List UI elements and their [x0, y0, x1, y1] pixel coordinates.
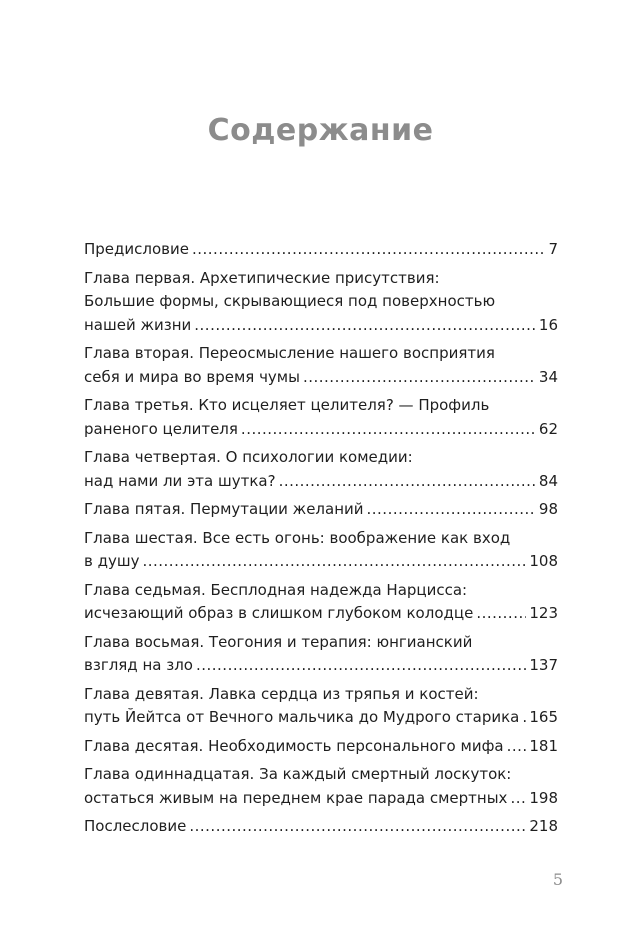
toc-entry-last-line: [84, 418, 558, 442]
toc-entry-title-line: Глава восьмая. Теогония и терапия: юнгианский: [84, 632, 473, 651]
table-of-contents: [84, 238, 558, 844]
toc-entry-title-line: Глава четвертая. О психологии комедии:: [84, 448, 413, 466]
dot-leader: [241, 418, 536, 442]
dot-leader: [192, 238, 545, 262]
toc-entry[interactable]: [84, 498, 558, 522]
toc-entry-last-line: [84, 470, 558, 494]
toc-entry[interactable]: [84, 342, 558, 389]
dot-leader: [476, 602, 526, 626]
toc-entry-title-line: Предисловие: [84, 240, 189, 258]
toc-entry-last-line: [84, 815, 558, 839]
toc-entry-page: 108: [529, 552, 558, 570]
toc-entry[interactable]: [84, 446, 558, 493]
toc-entry-title-line: путь Йейтса от Вечного мальчика до Мудрого старика: [84, 708, 520, 726]
toc-entry-last-line: [84, 787, 558, 811]
toc-entry-last-line: [84, 366, 558, 390]
toc-entry[interactable]: [84, 394, 558, 441]
toc-entry-last-line: [84, 602, 558, 626]
dot-leader: [279, 470, 536, 494]
dot-leader: [303, 366, 536, 390]
toc-entry-title-line: Большие формы, скрывающиеся под поверхностью: [84, 292, 496, 310]
dot-leader: [510, 787, 526, 811]
toc-entry-last-line: [84, 550, 558, 574]
toc-entry-page: 123: [529, 604, 558, 622]
toc-entry[interactable]: [84, 631, 558, 678]
dot-leader: [189, 815, 526, 839]
toc-entry-title-line: Глава третья. Кто исцеляет целителя? — Профиль: [84, 396, 490, 414]
dot-leader: [194, 314, 536, 338]
toc-entry-title-line: Послесловие: [84, 817, 187, 835]
toc-entry-title-line: Глава вторая. Переосмысление нашего восприятия: [84, 344, 495, 362]
dot-leader: [142, 550, 526, 574]
toc-entry-last-line: [84, 238, 558, 262]
dot-leader: [522, 706, 526, 730]
toc-entry-page: 34: [538, 367, 558, 386]
toc-entry[interactable]: [84, 735, 558, 759]
toc-entry[interactable]: [84, 579, 558, 626]
toc-entry-page: 16: [538, 315, 558, 334]
toc-entry-title-line: Глава седьмая. Бесплодная надежда Нарцисса:: [84, 580, 468, 599]
toc-entry-page: 165: [529, 708, 558, 726]
toc-entry-title-line: исчезающий образ в слишком глубоком колодце: [84, 604, 474, 622]
toc-entry-title-line: Глава девятая. Лавка сердца из тряпья и костей:: [84, 684, 479, 703]
toc-entry-title-line: Глава одиннадцатая. За каждый смертный лоскуток:: [84, 765, 512, 783]
toc-entry-title-line: остаться живым на переднем крае парада смертных: [84, 788, 508, 807]
toc-entry-last-line: [84, 735, 558, 759]
toc-entry-last-line: [84, 498, 558, 522]
toc-entry-page: 198: [529, 788, 558, 807]
toc-entry-page: 62: [538, 419, 558, 438]
toc-entry-page: 181: [529, 736, 558, 755]
toc-entry[interactable]: [84, 238, 558, 262]
toc-entry-title-line: раненого целителя: [84, 419, 238, 438]
toc-entry-title-line: в душу: [84, 552, 140, 570]
toc-entry-title-line: нашей жизни: [84, 315, 192, 334]
dot-leader: [196, 654, 526, 678]
toc-entry[interactable]: [84, 683, 558, 730]
dot-leader: [367, 498, 536, 522]
toc-entry-title-line: Глава шестая. Все есть огонь: воображение как вход: [84, 528, 511, 547]
toc-entry-page: 84: [538, 471, 558, 490]
toc-entry[interactable]: [84, 815, 558, 839]
toc-entry-title-line: Глава десятая. Необходимость персонального мифа: [84, 736, 504, 755]
page-title: Содержание: [207, 113, 434, 148]
toc-entry-title-line: Глава первая. Архетипические присутствия:: [84, 268, 440, 287]
toc-entry-page: 7: [548, 240, 558, 258]
toc-entry-title-line: себя и мира во время чумы: [84, 367, 300, 386]
toc-entry-page: 137: [529, 656, 558, 674]
page-number: 5: [552, 870, 564, 889]
toc-entry-title-line: Глава пятая. Пермутации желаний: [84, 500, 364, 518]
toc-entry-last-line: [84, 314, 558, 338]
toc-entry-last-line: [84, 706, 558, 730]
toc-entry[interactable]: [84, 527, 558, 574]
toc-entry-page: 218: [529, 817, 558, 835]
toc-entry-title-line: взгляд на зло: [84, 656, 193, 674]
dot-leader: [507, 735, 527, 759]
toc-entry[interactable]: [84, 267, 558, 338]
toc-entry[interactable]: [84, 763, 558, 810]
toc-entry-title-line: над нами ли эта шутка?: [84, 471, 276, 490]
toc-entry-page: 98: [538, 500, 558, 518]
toc-entry-last-line: [84, 654, 558, 678]
